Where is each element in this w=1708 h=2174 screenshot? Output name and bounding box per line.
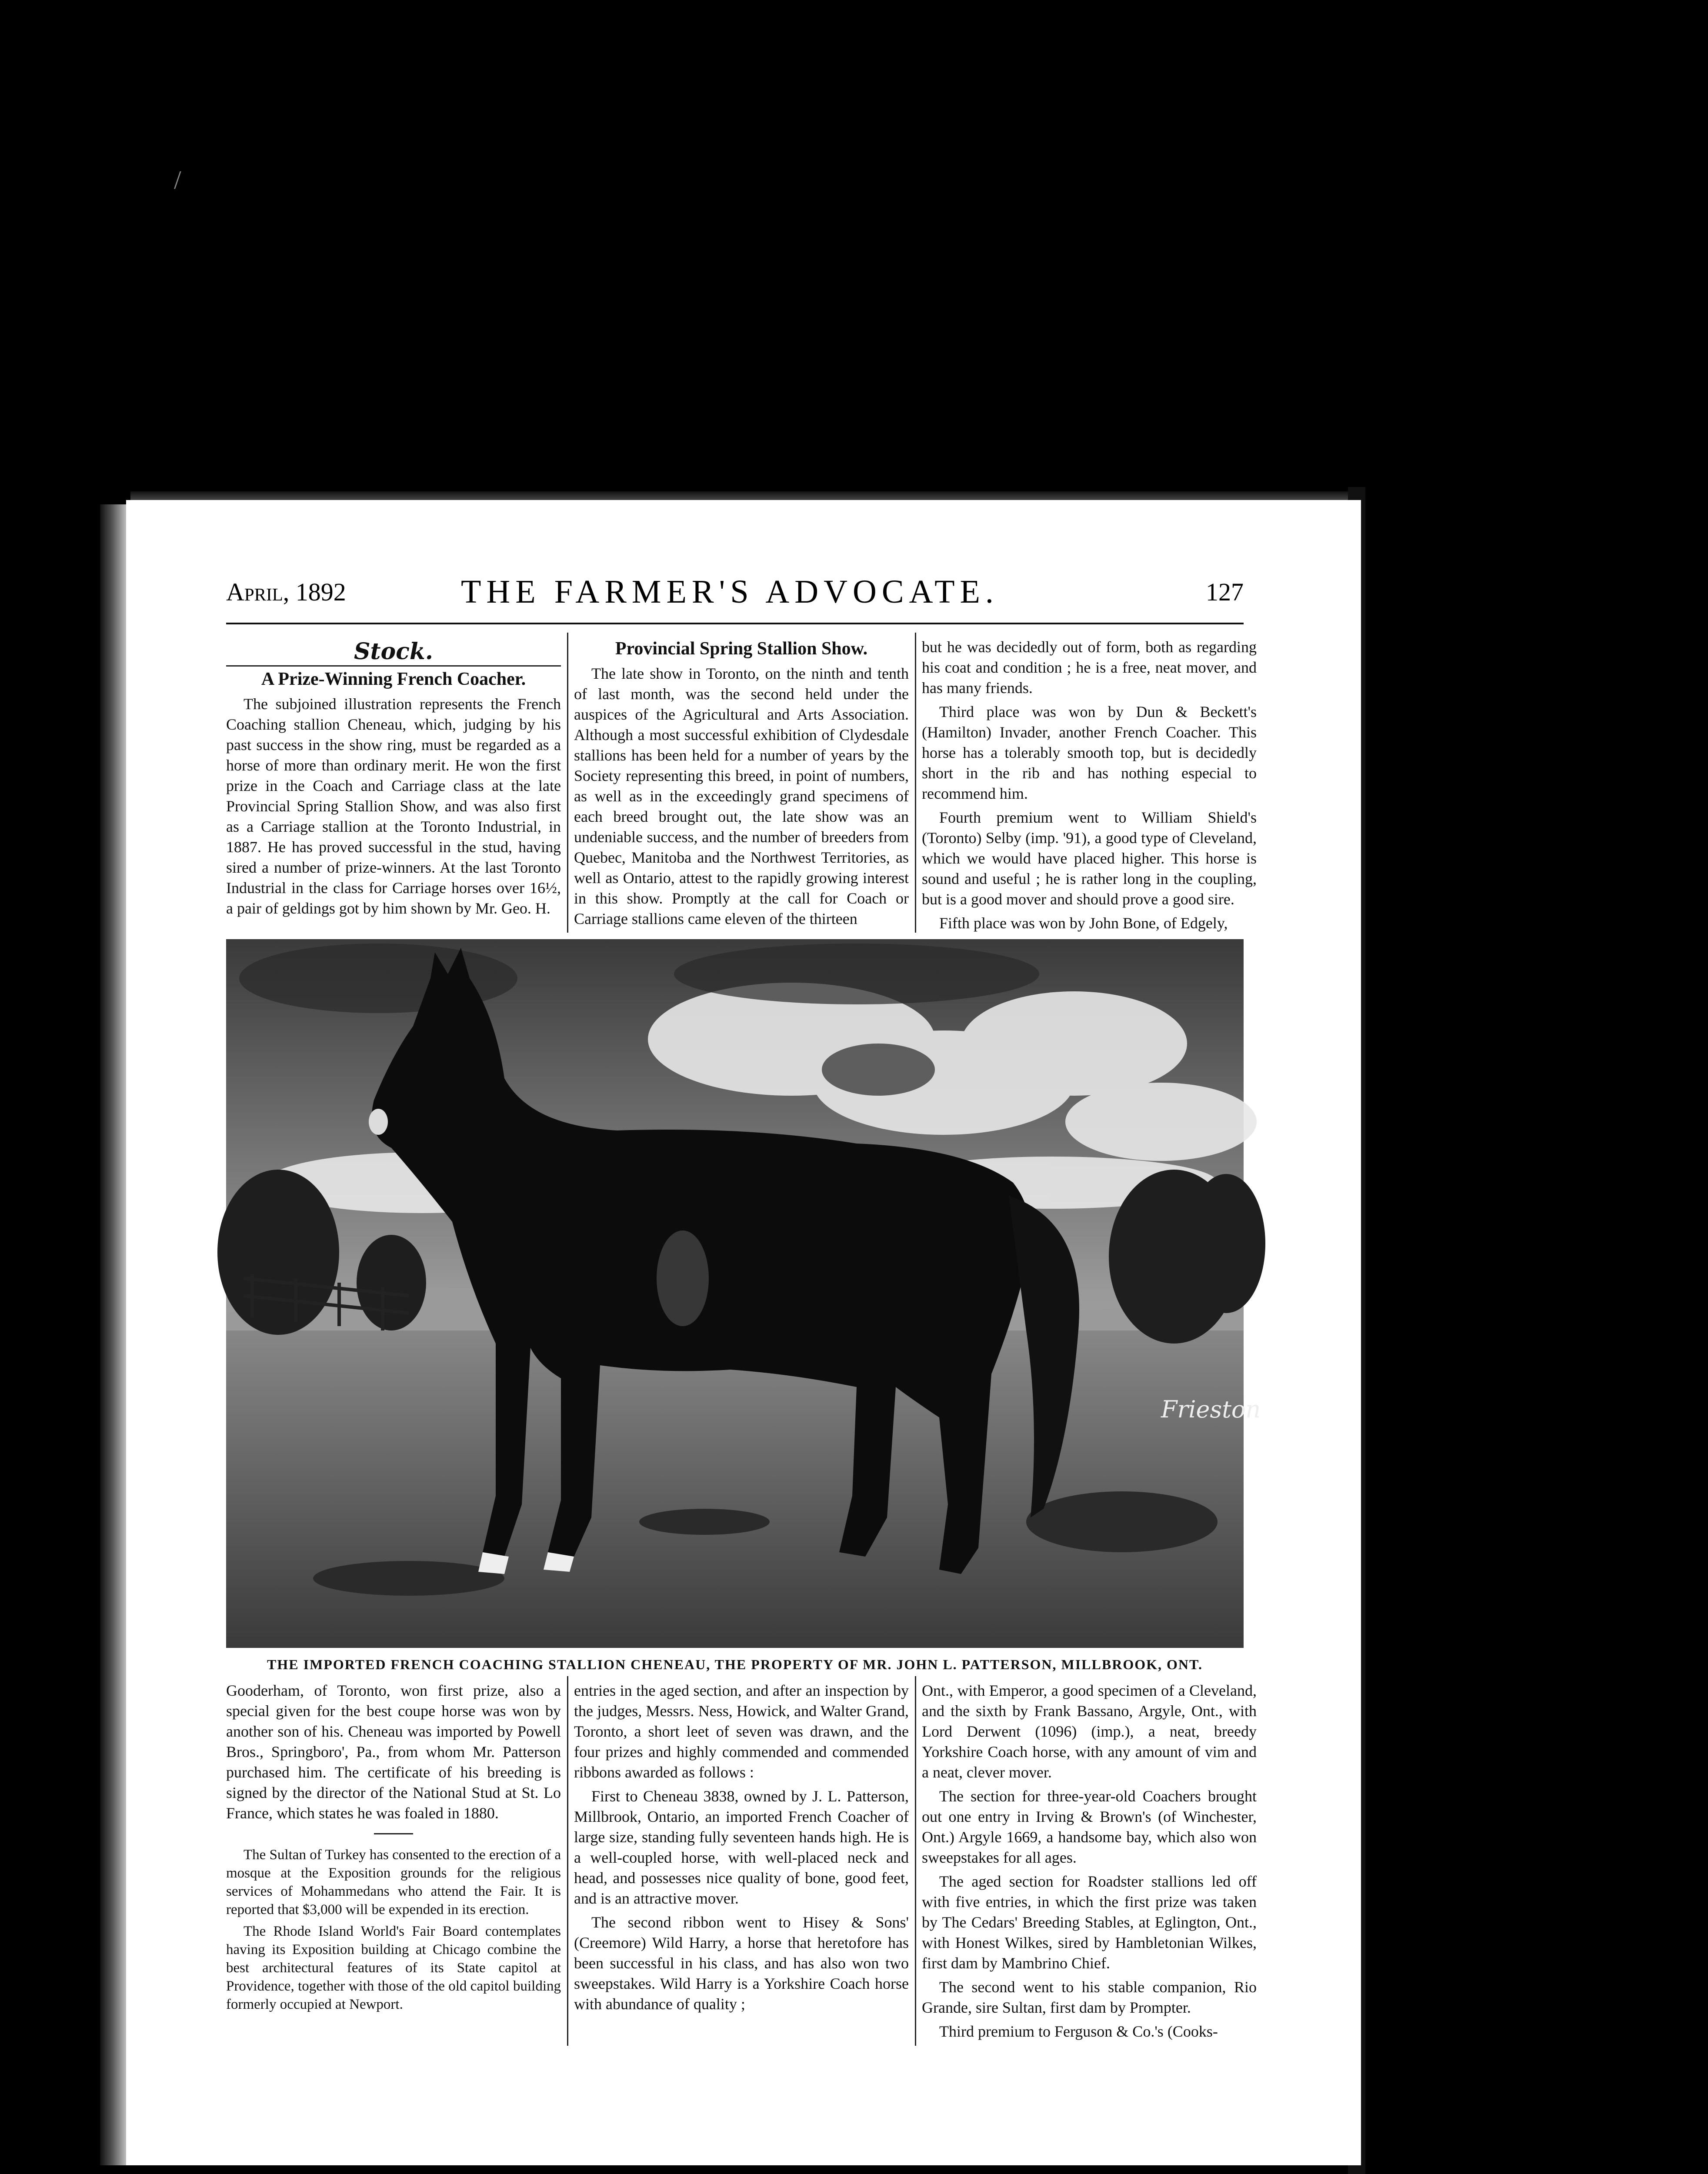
page-number: 127 [1206,578,1244,606]
column-divider [915,1676,916,2046]
illustration-caption: THE IMPORTED FRENCH COACHING STALLION CHENEAU, THE PROPERTY OF MR. JOHN L. PATTERSON, MILLBROOK, ONT. [267,1657,1203,1672]
column-divider [915,633,916,933]
news-note: The Sultan of Turkey has consented to the erection of a mosque at the Exposition grounds for the religious services of Mohammedans who attend the Fair. It is reported that $3,000 will be expended in its erection. [226,1847,561,1917]
page-header [226,574,1244,617]
article-paragraph: Third place was won by Dun & Beckett's (Hamilton) Invader, another French Coacher. This horse has a tolerably smooth top, but is decidedly short in the rib and has nothing especial to recommend him. [922,703,1257,802]
article-paragraph: Gooderham, of Toronto, won first prize, also a special given for the best coupe horse was won by another son of his. Cheneau was imported by Powell Bros., Springboro', Pa., from whom Mr. Patterson purchased him. The certificate of his breeding is signed by the director of the National Stud at St. Lo France, which states he was foaled in 1880. [226,1682,561,1822]
article-paragraph: The section for three-year-old Coachers brought out one entry in Irving & Brown's (of Winchester, Ont.) Argyle 1669, a handsome bay, which also won sweepstakes for all ages. [922,1787,1257,1866]
article-paragraph: The late show in Toronto, on the ninth and tenth of last month, was the second held under the auspices of the Agricultural and Arts Association. Although a most successful exhibition of Clydesdale stallions has been held for a number of years by the Society representing this breed, in point of numbers, as well as in the exceedingly grand specimens of each breed brought out, the late show was an undeniable success, and the number of breeders from Quebec, Manitoba and the Northwest Territories, as well as Ontario, attest to the rapidly growing interest in this show. Promptly at the call for Coach or Carriage stallions came eleven of the thirteen [574,665,909,927]
article-paragraph: entries in the aged section, and after an inspection by the judges, Messrs. Ness, Howick, and Walter Grand, Toronto, a short leet of seven was drawn, and the four prizes and highly commended and commended ribbons awarded as follows : [574,1682,909,1781]
article-title: Provincial Spring Stallion Show. [615,639,868,659]
article-paragraph: First to Cheneau 3838, owned by J. L. Patterson, Millbrook, Ontario, an imported French Coacher of large size, standing fully seventeen hands high. He is a well-coupled horse, with well-placed neck and head, and possesses nice quality of bone, good feet, and is an attractive mover. [574,1787,909,1907]
article-paragraph: The second went to his stable companion, Rio Grande, sire Sultan, first dam by Prompter. [922,1978,1257,2016]
publication-title: THE FARMER'S ADVOCATE. [461,574,999,610]
article-paragraph: Fourth premium went to William Shield's (Toronto) Selby (imp. '91), a good type of Cleveland, which we would have placed higher. This horse is sound and useful ; he is rather long in the coupling, but is a good mover and should prove a good sire. [922,809,1257,908]
horse-illustration [226,939,1261,1648]
column-three [922,637,1257,937]
column-divider [567,633,568,933]
bottom-column-three [922,1681,1257,2045]
artist-signature: Frieston [1161,1396,1261,1423]
article-paragraph: Ont., with Emperor, a good specimen of a Cleveland, and the sixth by Frank Bassano, Argyle, Ont., with Lord Derwent (1096) (imp.), a neat, breedy Yorkshire Coach horse, with any amount of vim and a neat, clever mover. [922,1682,1257,1781]
article-paragraph: The subjoined illustration represents the French Coaching stallion Cheneau, which, judging by his past success in the show ring, must be regarded as a horse of more than ordinary merit. He won the first prize in the Coach and Carriage class at the late Provincial Spring Stallion Show, and was also first as a Carriage stallion at the Toronto Industrial, in 1887. He has proved successful in the stud, having sired a number of prize-winners. At the last Toronto Industrial in the class for Carriage horses over 16½, a pair of geldings got by him shown by Mr. Geo. H. [226,695,561,917]
article-paragraph: The second ribbon went to Hisey & Sons' (Creemore) Wild Harry, a horse that heretofore has been successful in his class, and has also won two sweepstakes. Wild Harry is a Yorkshire Coach horse with abundance of quality ; [574,1914,909,2013]
article-title: A Prize-Winning French Coacher. [261,669,526,689]
news-note: The Rhode Island World's Fair Board contemplates having its Exposition building at Chicago combine the best architectural features of its State capitol at Providence, together with those of the old capitol building formerly occupied at Newport. [226,1924,561,2012]
article-paragraph: but he was decidedly out of form, both as regarding his coat and condition ; he is a free, neat mover, and has many friends. [922,638,1257,697]
short-rule [374,1833,413,1834]
scan-speck: / [174,166,181,194]
newspaper-page [126,500,1361,2165]
bottom-column-two [574,1681,909,2018]
column-stallion-show [574,637,909,933]
department-heading: Stock. [354,638,434,665]
section-rule [226,665,561,667]
column-divider [567,1676,568,2046]
article-paragraph: Fifth place was won by John Bone, of Edgely, [939,914,1228,932]
bottom-column-one [226,1681,561,2017]
article-paragraph: Third premium to Ferguson & Co.'s (Cooks- [939,2023,1218,2040]
issue-date: April, 1892 [226,578,346,606]
column-stock [226,637,561,922]
header-rule [226,623,1244,624]
article-paragraph: The aged section for Roadster stallions led off with five entries, in which the first prize was taken by The Cedars' Breeding Stables, at Eglington, Ont., with Honest Wilkes, sired by Hambletonian Wilkes, first dam by Mambrino Chief. [922,1873,1257,1972]
